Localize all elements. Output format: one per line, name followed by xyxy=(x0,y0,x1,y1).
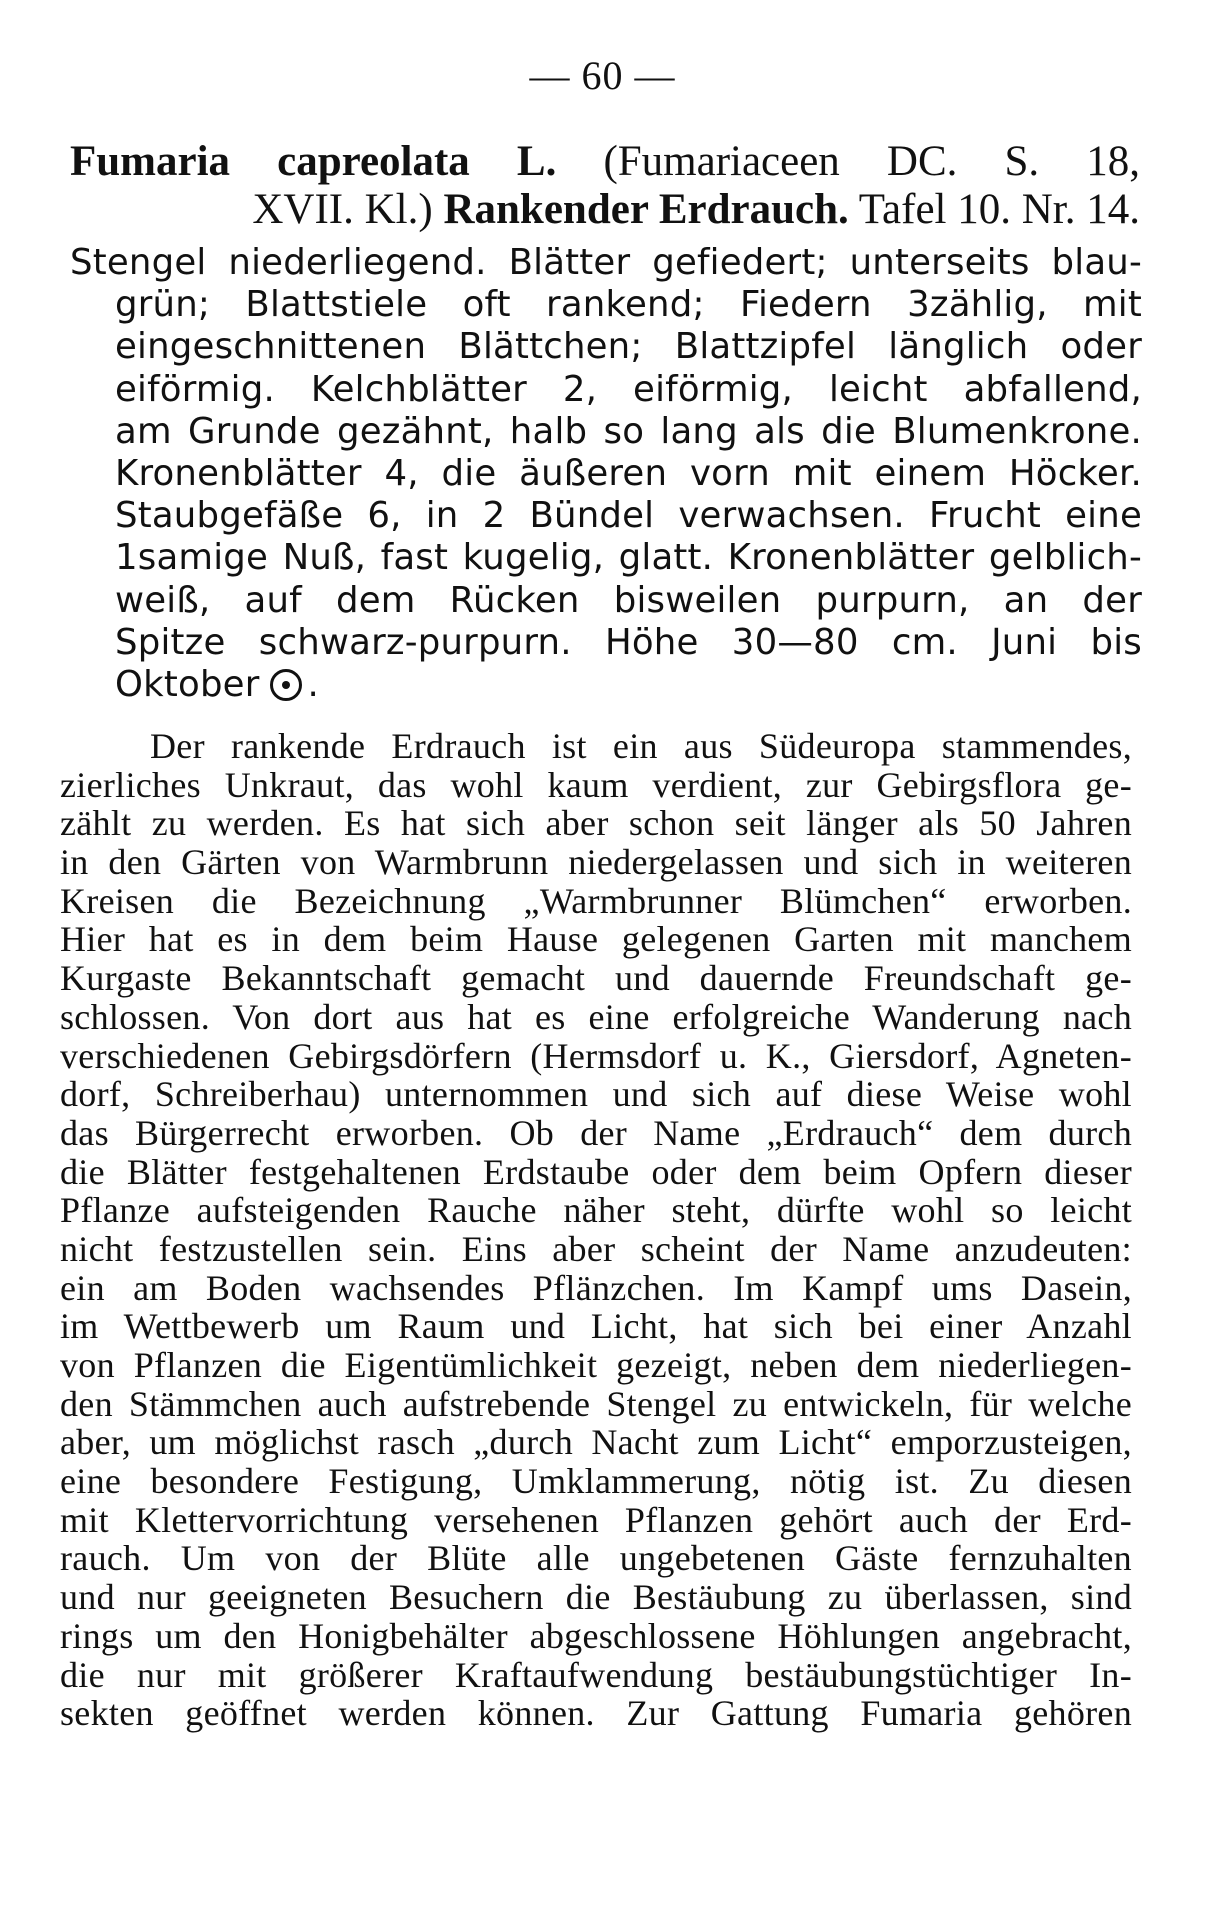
body-line: sekten geöffnet werden können. Zur Gattung Fumaria gehören xyxy=(60,1693,1132,1734)
description-line: weiß, auf dem Rücken bisweilen purpurn, an der xyxy=(115,579,1142,621)
description-line: Staubgefäße 6, in 2 Bündel verwachsen. Frucht eine xyxy=(115,495,1142,537)
body-line: rings um den Honigbehälter abgeschlossene Höhlungen angebracht, xyxy=(60,1615,1132,1656)
body-line: verschiedenen Gebirgsdörfern (Hermsdorf u. K., Giersdorf, Agneten- xyxy=(60,1035,1132,1076)
body-line: Der rankende Erdrauch ist ein aus Südeuropa stammendes, xyxy=(150,726,1132,766)
description-line: 1samige Nuß, fast kugelig, glatt. Kronenblätter gelblich- xyxy=(115,537,1142,579)
plate-reference: Tafel 10. Nr. 14. xyxy=(858,186,1140,233)
body-line: Kurgaste Bekanntschaft gemacht und dauernde Freundschaft ge- xyxy=(60,958,1132,999)
class-reference: XVII. Kl.) xyxy=(252,186,433,233)
body-line: ein am Boden wachsendes Pflänzchen. Im Kampf ums Dasein, xyxy=(60,1267,1132,1308)
body-line: die Blätter festgehaltenen Erdstaube oder dem beim Opfern dieser xyxy=(60,1151,1132,1192)
body-line: in den Gärten von Warmbrunn niedergelassen und sich in weiteren xyxy=(60,842,1132,883)
body-line: zierliches Unkraut, das wohl kaum verdient, zur Gebirgsflora ge- xyxy=(60,764,1132,805)
annual-symbol-icon xyxy=(270,669,302,701)
species-heading-line-1 xyxy=(70,138,1140,186)
body-line: mit Klettervorrichtung versehenen Pflanzen gehört auch der Erd- xyxy=(60,1499,1132,1540)
body-line: und nur geeigneten Besuchern die Bestäubung zu überlassen, sind xyxy=(60,1577,1132,1618)
body-line: rauch. Um von der Blüte alle ungebetenen Gäste fernzuhalten xyxy=(60,1538,1132,1579)
body-line: im Wettbewerb um Raum und Licht, hat sich bei einer Anzahl xyxy=(60,1306,1132,1347)
body-line: schlossen. Von dort aus hat es eine erfolgreiche Wanderung nach xyxy=(60,996,1132,1037)
species-name: Fumaria capreolata L. xyxy=(70,138,557,185)
description-line: eiförmig. Kelchblätter 2, eiförmig, leicht abfallend, xyxy=(115,368,1142,410)
body-text xyxy=(60,727,1132,1733)
body-line: den Stämmchen auch aufstrebende Stengel zu entwickeln, für welche xyxy=(60,1383,1132,1424)
body-line: die nur mit größerer Kraftaufwendung bestäubungstüchtiger In- xyxy=(60,1654,1132,1695)
body-line: nicht festzustellen sein. Eins aber scheint der Name anzudeuten: xyxy=(60,1228,1132,1269)
body-line: das Bürgerrecht erworben. Ob der Name „Erdrauch“ dem durch xyxy=(60,1112,1132,1153)
page-number: — 60 — xyxy=(529,53,676,98)
body-line: aber, um möglichst rasch „durch Nacht zum Licht“ emporzusteigen, xyxy=(60,1422,1132,1463)
description-line: Spitze schwarz-purpurn. Höhe 30—80 cm. Juni bis xyxy=(115,621,1142,663)
german-name: Rankender Erdrauch. xyxy=(443,186,849,233)
description-last-line xyxy=(70,664,1142,706)
description-line: Stengel niederliegend. Blätter gefiedert; unterseits blau- xyxy=(70,242,1142,283)
body-line: dorf, Schreiberhau) unternommen und sich auf diese Weise wohl xyxy=(60,1074,1132,1115)
family-reference: (Fumariaceen DC. S. 18, xyxy=(603,138,1141,185)
description-line: eingeschnittenen Blättchen; Blattzipfel länglich oder xyxy=(115,326,1142,368)
body-line: von Pflanzen die Eigentümlichkeit gezeigt, neben dem niederliegen- xyxy=(60,1345,1132,1385)
botanical-description xyxy=(70,242,1142,706)
description-end-punct: . xyxy=(307,663,320,705)
description-line: Kronenblätter 4, die äußeren vorn mit einem Höcker. xyxy=(115,452,1142,494)
body-line: Pflanze aufsteigenden Rauche näher steht, dürfte wohl so leicht xyxy=(60,1190,1132,1231)
body-line: zählt zu werden. Es hat sich aber schon seit länger als 50 Jahren xyxy=(60,803,1132,844)
description-line: grün; Blattstiele oft rankend; Fiedern 3zählig, mit xyxy=(115,284,1142,326)
species-heading-line-2 xyxy=(70,186,1140,234)
body-line: eine besondere Festigung, Umklammerung, nötig ist. Zu diesen xyxy=(60,1461,1132,1502)
description-line: am Grunde gezähnt, halb so lang als die Blumenkrone. xyxy=(115,410,1142,452)
body-line: Hier hat es in dem beim Hause gelegenen Garten mit manchem xyxy=(60,919,1132,960)
body-line: Kreisen die Bezeichnung „Warmbrunner Blümchen“ erworben. xyxy=(60,880,1132,921)
description-line: Oktober xyxy=(115,663,260,705)
